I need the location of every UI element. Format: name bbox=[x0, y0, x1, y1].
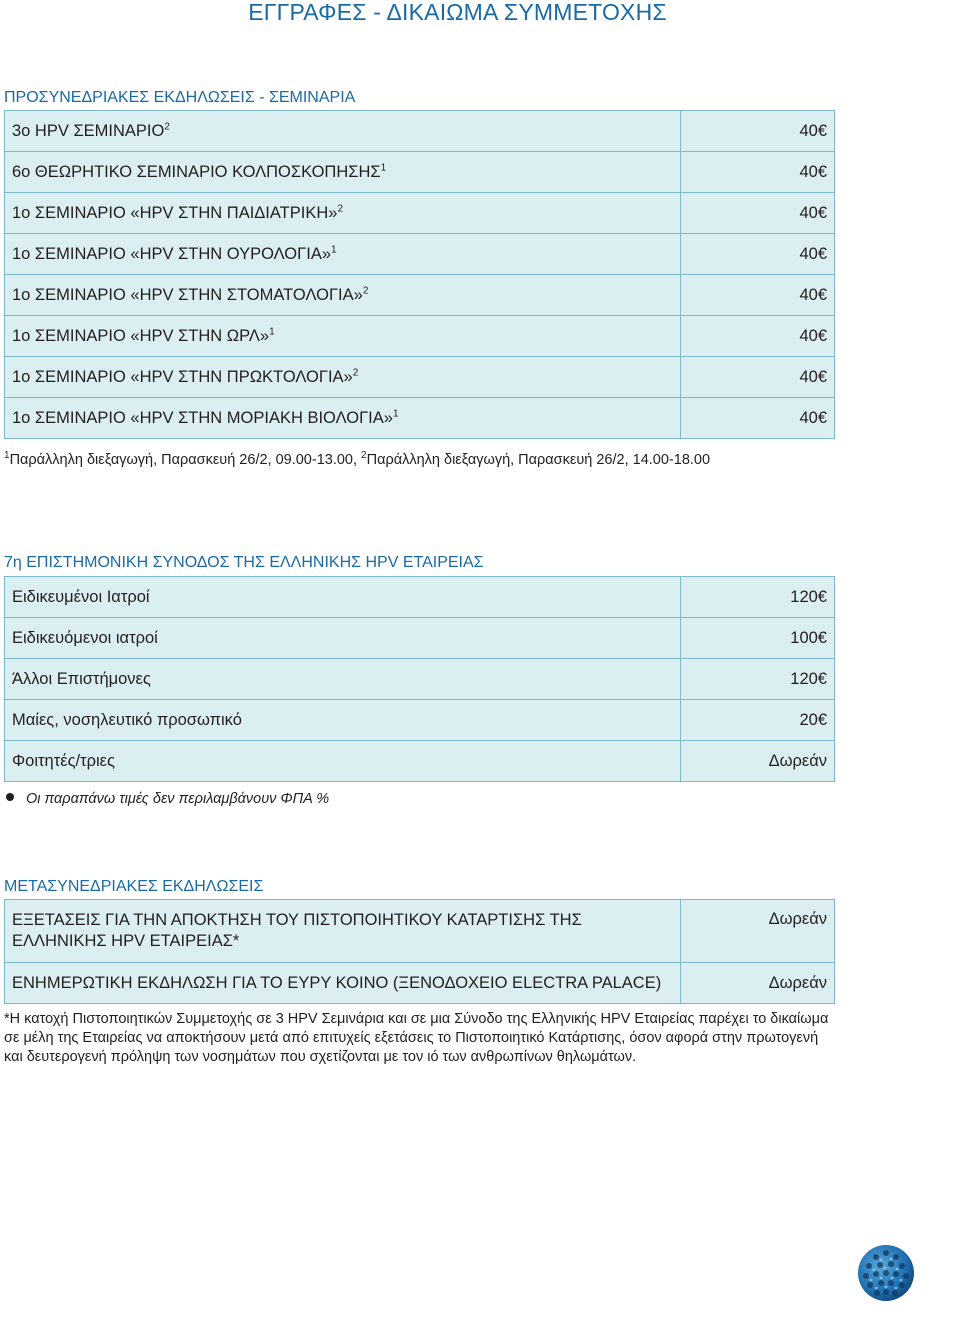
row-price: Δωρεάν bbox=[681, 963, 835, 1004]
table-row bbox=[5, 357, 835, 398]
table-row bbox=[5, 700, 835, 741]
row-label: Ειδικευόμενοι ιατροί bbox=[5, 618, 681, 659]
row-price: 40€ bbox=[681, 193, 835, 234]
table-row bbox=[5, 659, 835, 700]
seminars-footnote: $^1$Παράλληλη διεξαγωγή, Παρασκευή 26/2, 09.00-13.00, $^2$Παράλληλη διεξαγωγή, Παρασκευή 26/2, 14.00-18.00 bbox=[4, 450, 711, 468]
vat-note: Οι παραπάνω τιμές δεν περιλαμβάνουν ΦΠΑ % bbox=[6, 791, 329, 807]
table-row bbox=[5, 900, 835, 963]
table-row bbox=[5, 193, 835, 234]
row-label: 1ο ΣΕΜΙΝΑΡΙΟ «HPV ΣΤΗΝ ΣΤΟΜΑΤΟΛΟΓΙΑ»$^2$ bbox=[5, 275, 681, 316]
row-price: 100€ bbox=[681, 618, 835, 659]
row-label: 1ο ΣΕΜΙΝΑΡΙΟ «HPV ΣΤΗΝ ΠΡΩΚΤΟΛΟΓΙΑ»$^2$ bbox=[5, 357, 681, 398]
row-label: 1ο ΣΕΜΙΝΑΡΙΟ «HPV ΣΤΗΝ ΜΟΡΙΑΚΗ ΒΙΟΛΟΓΙΑ»$^1$ bbox=[5, 398, 681, 439]
table-row bbox=[5, 618, 835, 659]
hpv-virus-particle-icon bbox=[856, 1243, 916, 1303]
bullet-dot-icon bbox=[6, 793, 14, 801]
row-label: Φοιτητές/τριες bbox=[5, 741, 681, 782]
row-label: 6ο ΘΕΩΡΗΤΙΚΟ ΣΕΜΙΝΑΡΙΟ ΚΟΛΠΟΣΚΟΠΗΣΗΣ$^1$ bbox=[5, 152, 681, 193]
page-title: ΕΓΓΡΑΦΕΣ - ΔΙΚΑΙΩΜΑ ΣΥΜΜΕΤΟΧΗΣ bbox=[248, 0, 667, 25]
congress-section-title: 7η ΕΠΙΣΤΗΜΟΝΙΚΗ ΣΥΝΟΔΟΣ ΤΗΣ ΕΛΛΗΝΙΚΗΣ HPV ΕΤΑΙΡΕΙΑΣ bbox=[4, 554, 484, 571]
table-row bbox=[5, 316, 835, 357]
table-row bbox=[5, 275, 835, 316]
post-congress-section-title: ΜΕΤΑΣΥΝΕΔΡΙΑΚΕΣ ΕΚΔΗΛΩΣΕΙΣ bbox=[4, 878, 264, 895]
row-label: Μαίες, νοσηλευτικό προσωπικό bbox=[5, 700, 681, 741]
table-row bbox=[5, 111, 835, 152]
row-label: Άλλοι Επιστήμονες bbox=[5, 659, 681, 700]
row-label: Ειδικευμένοι Ιατροί bbox=[5, 577, 681, 618]
row-price: 40€ bbox=[681, 152, 835, 193]
post-congress-fee-table bbox=[4, 899, 835, 1004]
table-row bbox=[5, 152, 835, 193]
row-price: 40€ bbox=[681, 111, 835, 152]
row-price: 40€ bbox=[681, 398, 835, 439]
table-row bbox=[5, 398, 835, 439]
table-row bbox=[5, 577, 835, 618]
seminars-fee-table bbox=[4, 110, 835, 439]
row-price: 40€ bbox=[681, 275, 835, 316]
table-row bbox=[5, 234, 835, 275]
row-price: Δωρεάν bbox=[681, 741, 835, 782]
certificate-note: *Η κατοχή Πιστοποιητικών Συμμετοχής σε 3 HPV Σεμινάρια και σε μια Σύνοδο της Ελληνικής HPV Εταιρείας παρέχει το δικαίωμα σε μέλη της Εταιρείας να αποκτήσουν μετά από επιτυχείς εξετάσεις το Πιστοποιητικό Κατάρτισης, όσον αφορά στην πρωτογενή και δευτερογενή πρόληψη των νοσημάτων που σχετίζονται με τον ιό των ανθρωπίνων θηλωμάτων. bbox=[4, 1011, 829, 1065]
row-label: 1ο ΣΕΜΙΝΑΡΙΟ «HPV ΣΤΗΝ ΩΡΛ»$^1$ bbox=[5, 316, 681, 357]
row-price: 40€ bbox=[681, 316, 835, 357]
row-label: ΕΝΗΜΕΡΩΤΙΚΗ ΕΚΔΗΛΩΣΗ ΓΙΑ ΤΟ ΕΥΡΥ ΚΟΙΝΟ (ΞΕΝΟΔΟΧΕΙΟ ELECTRA PALACE) bbox=[5, 963, 681, 1004]
table-row bbox=[5, 741, 835, 782]
row-label: 1ο ΣΕΜΙΝΑΡΙΟ «HPV ΣΤΗΝ ΟΥΡΟΛΟΓΙΑ»$^1$ bbox=[5, 234, 681, 275]
row-label: 1ο ΣΕΜΙΝΑΡΙΟ «HPV ΣΤΗΝ ΠΑΙΔΙΑΤΡΙΚΗ»$^2$ bbox=[5, 193, 681, 234]
row-price: 120€ bbox=[681, 577, 835, 618]
row-price: 120€ bbox=[681, 659, 835, 700]
congress-fee-table bbox=[4, 576, 835, 782]
row-label: ΕΞΕΤΑΣΕΙΣ ΓΙΑ ΤΗΝ ΑΠΟΚΤΗΣΗ ΤΟΥ ΠΙΣΤΟΠΟΙΗΤΙΚΟΥ ΚΑΤΑΡΤΙΣΗΣ ΤΗΣ ΕΛΛΗΝΙΚΗΣ HPV ΕΤΑΙΡΕΙΑΣ* bbox=[5, 900, 681, 963]
row-price: 20€ bbox=[681, 700, 835, 741]
row-label: 3ο HPV ΣΕΜΙΝΑΡΙΟ$^2$ bbox=[5, 111, 681, 152]
row-price: Δωρεάν bbox=[681, 900, 835, 963]
table-row bbox=[5, 963, 835, 1004]
row-price: 40€ bbox=[681, 234, 835, 275]
row-price: 40€ bbox=[681, 357, 835, 398]
seminars-section-title: ΠΡΟΣΥΝΕΔΡΙΑΚΕΣ ΕΚΔΗΛΩΣΕΙΣ - ΣΕΜΙΝΑΡΙΑ bbox=[4, 89, 356, 106]
